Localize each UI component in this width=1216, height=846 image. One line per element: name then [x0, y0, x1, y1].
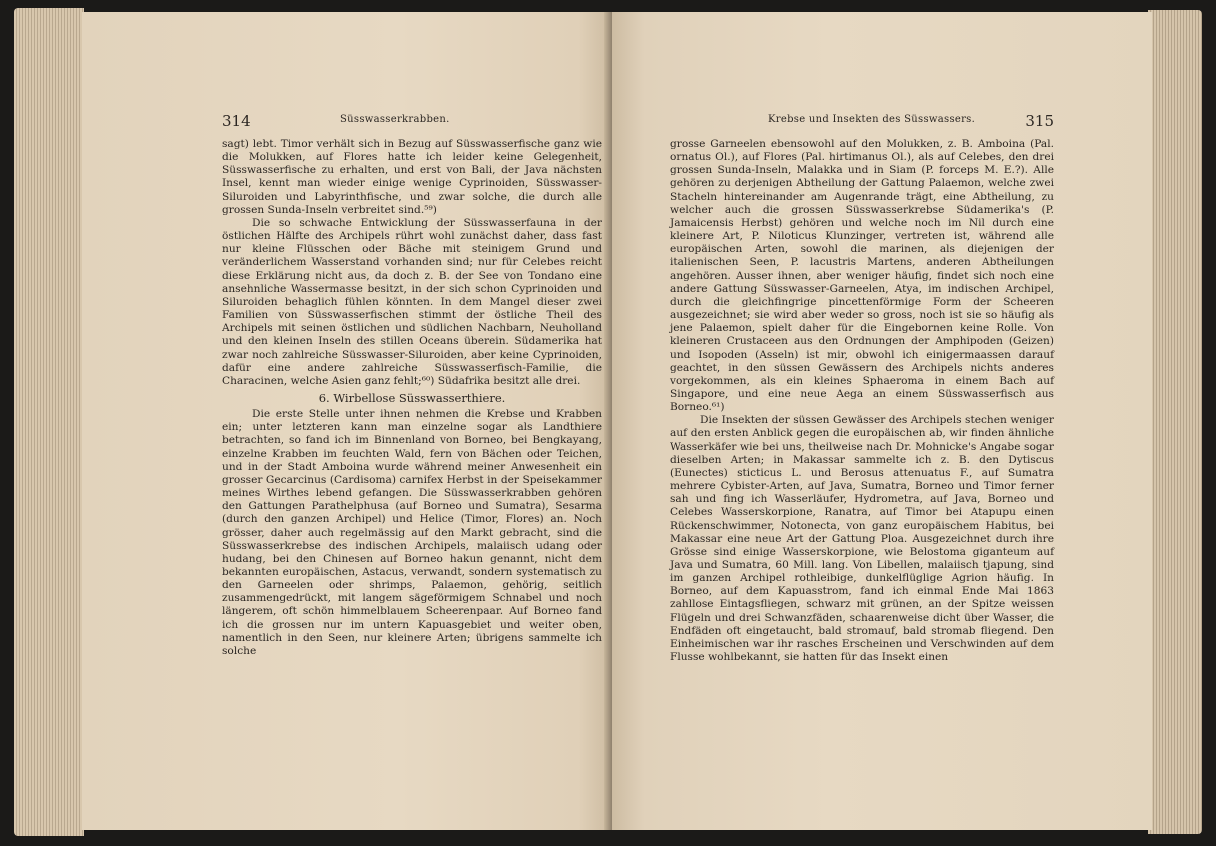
- right-page-body: [670, 138, 1054, 664]
- left-page-header: [222, 112, 602, 132]
- right-page-number: 315: [1025, 112, 1054, 130]
- left-running-title: Süsswasserkrabben.: [340, 114, 450, 125]
- right-paragraph-1: grosse Garneelen ebensowohl auf den Molukken, z. B. Amboina (Pal. ornatus Ol.), auf Flores (Pal. hirtimanus Ol.), als auf Celebes, den drei grossen Sunda-Inseln, Malakka und in Siam (P. forceps M. E.?). Alle gehören zu derjenigen Abtheilung der Gattung Palaemon, welche zwei Stacheln hintereinander am Augenrande trägt, eine Abtheilung, zu welcher auch die grossen Süsswasserkrebse Südamerika's (P. Jamaicensis Herbst) gehören und welche noch im Nil durch eine kleinere Art, P. Niloticus Klunzinger, vertreten ist, während alle europäischen Arten, sowohl die marinen, als diejenigen der italienischen Seen, P. lacustris Martens, anderen Abtheilungen angehören. Ausser ihnen, aber weniger häufig, findet sich noch eine andere Gattung Süsswasser-Garneelen, Atya, im indischen Archipel, durch die gleichfingrige pincettenförmige Form der Scheeren ausgezeichnet; sie wird aber weder so gross, noch ist sie so häufig als jene Palaemon, spielt daher für die Eingebornen keine Rolle. Von kleineren Crustaceen aus den Ordnungen der Amphipoden (Geizen) und Isopoden (Asseln) ist mir, obwohl ich einigermaassen darauf geachtet, in den süssen Gewässern des Archipels nichts anderes vorgekommen, als ein kleines Sphaeroma in einem Bach auf Singapore, und eine neue Aega an einem Süsswasserfisch aus Borneo.⁶¹): [670, 138, 1054, 414]
- section-heading: 6. Wirbellose Süsswasserthiere.: [318, 390, 506, 405]
- right-running-title: Krebse und Insekten des Süsswassers.: [768, 114, 976, 125]
- right-paragraph-2: Die Insekten der süssen Gewässer des Archipels stechen weniger auf den ersten Anblick gegen die europäischen ab, wir finden ähnliche Wasserkäfer wie bei uns, theilweise nach Dr. Mohnicke's Angabe sogar dieselben Arten; in Makassar sammelte ich z. B. den Dytiscus (Eunectes) sticticus L. und Berosus attenuatus F., auf Sumatra mehrere Cybister-Arten, auf Java, Sumatra, Borneo und Timor ferner sah und fing ich Wasserläufer, Hydrometra, auf Java, Borneo und Celebes Wasserskorpione, Ranatra, auf Timor bei Atapupu einen Rückenschwimmer, Notonecta, von ganz europäischem Habitus, bei Makassar eine neue Art der Gattung Ploa. Ausgezeichnet durch ihre Grösse sind einige Wasserskorpione, wie Belostoma giganteum auf Java und Sumatra, 60 Mill. lang. Von Libellen, malaiisch tjapung, sind im ganzen Archipel rothleibige, dunkelflüglige Agrion häufig. In Borneo, auf dem Kapuasstrom, fand ich einmal Ende Mai 1863 zahllose Eintagsfliegen, schwarz mit grünen, an der Spitze weissen Flügeln und drei Schwanzfäden, schaarenweise dicht über Wasser, die Endfäden oft eingetaucht, bald stromauf, bald stromab fliegend. Den Einheimischen war ihr rasches Erscheinen und Verschwinden auf dem Flusse wohlbekannt, sie hatten für das Insekt einen: [670, 414, 1054, 664]
- left-page-number: 314: [222, 112, 251, 130]
- left-paragraph-1: sagt) lebt. Timor verhält sich in Bezug auf Süsswasserfische ganz wie die Molukken, auf Flores hatte ich leider keine Gelegenheit, Süsswasserfische zu erhalten, und erst von Bali, der Java nächsten Insel, kennt man wieder einige wenige Cyprinoiden, Süsswasser-Siluroiden und Labyrinthfische, und zwar solche, die durch alle grossen Sunda-Inseln verbreitet sind.⁵⁹): [222, 138, 602, 216]
- left-paragraph-2: Die so schwache Entwicklung der Süsswasserfauna in der östlichen Hälfte des Archipels rührt wohl zunächst daher, dass fast nur kleine Flüsschen oder Bäche mit steinigem Grund und veränderlichem Wasserstand vorhanden sind; nur für Celebes reicht diese Erklärung nicht aus, da doch z. B. der See von Tondano eine ansehnliche Wassermasse besitzt, in der sich schon Cyprinoiden und Siluroiden behaglich fühlen könnten. In dem Mangel dieser zwei Familien von Süsswasserfischen stimmt der östliche Theil des Archipels mit seinen östlichen und südlichen Nachbarn, Neuholland und den kleinen Inseln des stillen Oceans überein. Südamerika hat zwar noch zahlreiche Süsswasser-Siluroiden, aber keine Cyprinoiden, dafür eine andere zahlreiche Süsswasserfisch-Familie, die Characinen, welche Asien ganz fehlt;⁶⁰) Südafrika besitzt alle drei.: [222, 216, 602, 387]
- right-page: [612, 12, 1152, 830]
- left-page-body: [222, 138, 602, 658]
- right-page-header: [670, 112, 1054, 132]
- left-paragraph-3: Die erste Stelle unter ihnen nehmen die Krebse und Krabben ein; unter letzteren kann man einzelne sogar als Landthiere betrachten, so fand ich im Binnenland von Borneo, bei Bengkayang, einzelne Krabben im feuchten Wald, fern von Bächen oder Teichen, und in der Stadt Amboina wurde während meiner Anwesenheit ein grosser Gecarcinus (Cardisoma) carnifex Herbst in der Speisekammer meines Wirthes lebend gefangen. Die Süsswasserkrabben gehören den Gattungen Parathelphusa (auf Borneo und Sumatra), Sesarma (durch den ganzen Archipel) und Helice (Timor, Flores) an. Noch grösser, daher auch regelmässig auf den Markt gebracht, sind die Süsswasserkrebse des indischen Archipels, malaiisch udang oder hudang, bei den Chinesen auf Borneo hakun genannt, nicht dem bekannten europäischen, Astacus, verwandt, sondern systematisch zu den Garneelen oder shrimps, Palaemon, gehörig, seitlich zusammengedrückt, mit langem sägeförmigem Schnabel und noch längerem, oft schön himmelblauem Scheerenpaar. Auf Borneo fand ich die grossen nur im untern Kapuasgebiet und weiter oben, namentlich in den Seen, nur kleinere Arten; übrigens sammelte ich solche: [222, 408, 602, 657]
- left-page-edges: [14, 8, 84, 836]
- left-page: [82, 12, 610, 830]
- right-page-edges: [1148, 10, 1202, 834]
